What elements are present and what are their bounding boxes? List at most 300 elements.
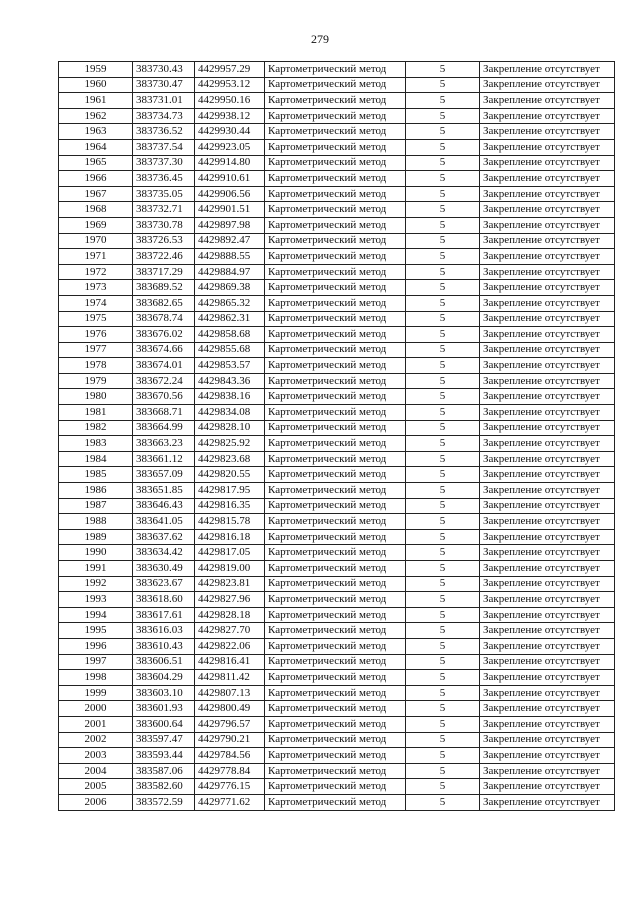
marking-cell: Закрепление отсутствует [480, 623, 615, 639]
method-cell: Картометрический метод [265, 498, 406, 514]
table-row [59, 295, 615, 311]
method-cell: Картометрический метод [265, 436, 406, 452]
marking-cell: Закрепление отсутствует [480, 171, 615, 187]
table-row [59, 529, 615, 545]
method-cell: Картометрический метод [265, 327, 406, 343]
x-coordinate-cell: 383730.78 [133, 217, 195, 233]
accuracy-cell: 5 [406, 467, 480, 483]
accuracy-cell: 5 [406, 748, 480, 764]
accuracy-cell: 5 [406, 93, 480, 109]
accuracy-cell: 5 [406, 124, 480, 140]
accuracy-cell: 5 [406, 654, 480, 670]
table-row [59, 202, 615, 218]
accuracy-cell: 5 [406, 405, 480, 421]
x-coordinate-cell: 383623.67 [133, 576, 195, 592]
method-cell: Картометрический метод [265, 155, 406, 171]
accuracy-cell: 5 [406, 607, 480, 623]
table-row [59, 342, 615, 358]
y-coordinate-cell: 4429843.36 [195, 373, 265, 389]
point-number-cell: 2003 [59, 748, 133, 764]
point-number-cell: 2006 [59, 794, 133, 810]
x-coordinate-cell: 383587.06 [133, 763, 195, 779]
method-cell: Картометрический метод [265, 732, 406, 748]
y-coordinate-cell: 4429869.38 [195, 280, 265, 296]
point-number-cell: 1986 [59, 483, 133, 499]
x-coordinate-cell: 383664.99 [133, 420, 195, 436]
accuracy-cell: 5 [406, 451, 480, 467]
y-coordinate-cell: 4429950.16 [195, 93, 265, 109]
point-number-cell: 1977 [59, 342, 133, 358]
x-coordinate-cell: 383663.23 [133, 436, 195, 452]
marking-cell: Закрепление отсутствует [480, 748, 615, 764]
marking-cell: Закрепление отсутствует [480, 202, 615, 218]
method-cell: Картометрический метод [265, 139, 406, 155]
marking-cell: Закрепление отсутствует [480, 576, 615, 592]
y-coordinate-cell: 4429822.06 [195, 638, 265, 654]
marking-cell: Закрепление отсутствует [480, 420, 615, 436]
y-coordinate-cell: 4429957.29 [195, 62, 265, 78]
accuracy-cell: 5 [406, 436, 480, 452]
y-coordinate-cell: 4429901.51 [195, 202, 265, 218]
x-coordinate-cell: 383682.65 [133, 295, 195, 311]
point-number-cell: 1993 [59, 592, 133, 608]
y-coordinate-cell: 4429827.70 [195, 623, 265, 639]
method-cell: Картометрический метод [265, 249, 406, 265]
point-number-cell: 1971 [59, 249, 133, 265]
method-cell: Картометрический метод [265, 108, 406, 124]
accuracy-cell: 5 [406, 295, 480, 311]
method-cell: Картометрический метод [265, 217, 406, 233]
marking-cell: Закрепление отсутствует [480, 779, 615, 795]
y-coordinate-cell: 4429853.57 [195, 358, 265, 374]
marking-cell: Закрепление отсутствует [480, 638, 615, 654]
accuracy-cell: 5 [406, 545, 480, 561]
point-number-cell: 1963 [59, 124, 133, 140]
marking-cell: Закрепление отсутствует [480, 498, 615, 514]
y-coordinate-cell: 4429820.55 [195, 467, 265, 483]
point-number-cell: 1987 [59, 498, 133, 514]
table-row [59, 638, 615, 654]
method-cell: Картометрический метод [265, 202, 406, 218]
point-number-cell: 1976 [59, 327, 133, 343]
marking-cell: Закрепление отсутствует [480, 670, 615, 686]
point-number-cell: 1999 [59, 685, 133, 701]
y-coordinate-cell: 4429838.16 [195, 389, 265, 405]
method-cell: Картометрический метод [265, 545, 406, 561]
y-coordinate-cell: 4429855.68 [195, 342, 265, 358]
y-coordinate-cell: 4429816.18 [195, 529, 265, 545]
method-cell: Картометрический метод [265, 654, 406, 670]
y-coordinate-cell: 4429778.84 [195, 763, 265, 779]
x-coordinate-cell: 383582.60 [133, 779, 195, 795]
method-cell: Картометрический метод [265, 124, 406, 140]
marking-cell: Закрепление отсутствует [480, 592, 615, 608]
point-number-cell: 1978 [59, 358, 133, 374]
marking-cell: Закрепление отсутствует [480, 545, 615, 561]
method-cell: Картометрический метод [265, 62, 406, 78]
y-coordinate-cell: 4429817.05 [195, 545, 265, 561]
accuracy-cell: 5 [406, 638, 480, 654]
marking-cell: Закрепление отсутствует [480, 685, 615, 701]
point-number-cell: 1981 [59, 405, 133, 421]
table-row [59, 155, 615, 171]
method-cell: Картометрический метод [265, 342, 406, 358]
point-number-cell: 1991 [59, 561, 133, 577]
y-coordinate-cell: 4429811.42 [195, 670, 265, 686]
point-number-cell: 1961 [59, 93, 133, 109]
marking-cell: Закрепление отсутствует [480, 514, 615, 530]
accuracy-cell: 5 [406, 155, 480, 171]
method-cell: Картометрический метод [265, 451, 406, 467]
accuracy-cell: 5 [406, 794, 480, 810]
table-row [59, 576, 615, 592]
method-cell: Картометрический метод [265, 763, 406, 779]
method-cell: Картометрический метод [265, 420, 406, 436]
method-cell: Картометрический метод [265, 561, 406, 577]
table-row [59, 93, 615, 109]
accuracy-cell: 5 [406, 701, 480, 717]
method-cell: Картометрический метод [265, 514, 406, 530]
marking-cell: Закрепление отсутствует [480, 716, 615, 732]
method-cell: Картометрический метод [265, 623, 406, 639]
point-number-cell: 1974 [59, 295, 133, 311]
table-row [59, 592, 615, 608]
method-cell: Картометрический метод [265, 280, 406, 296]
table-row [59, 249, 615, 265]
table-row [59, 186, 615, 202]
x-coordinate-cell: 383676.02 [133, 327, 195, 343]
method-cell: Картометрический метод [265, 405, 406, 421]
y-coordinate-cell: 4429819.00 [195, 561, 265, 577]
marking-cell: Закрепление отсутствует [480, 654, 615, 670]
table-row [59, 779, 615, 795]
point-number-cell: 1979 [59, 373, 133, 389]
table-row [59, 623, 615, 639]
marking-cell: Закрепление отсутствует [480, 732, 615, 748]
method-cell: Картометрический метод [265, 685, 406, 701]
y-coordinate-cell: 4429823.81 [195, 576, 265, 592]
table-row [59, 327, 615, 343]
x-coordinate-cell: 383672.24 [133, 373, 195, 389]
x-coordinate-cell: 383736.52 [133, 124, 195, 140]
marking-cell: Закрепление отсутствует [480, 295, 615, 311]
table-row [59, 311, 615, 327]
x-coordinate-cell: 383735.05 [133, 186, 195, 202]
x-coordinate-cell: 383604.29 [133, 670, 195, 686]
point-number-cell: 1984 [59, 451, 133, 467]
method-cell: Картометрический метод [265, 701, 406, 717]
x-coordinate-cell: 383641.05 [133, 514, 195, 530]
marking-cell: Закрепление отсутствует [480, 217, 615, 233]
x-coordinate-cell: 383651.85 [133, 483, 195, 499]
method-cell: Картометрический метод [265, 716, 406, 732]
x-coordinate-cell: 383600.64 [133, 716, 195, 732]
y-coordinate-cell: 4429828.10 [195, 420, 265, 436]
x-coordinate-cell: 383737.30 [133, 155, 195, 171]
table-row [59, 77, 615, 93]
marking-cell: Закрепление отсутствует [480, 155, 615, 171]
point-number-cell: 2005 [59, 779, 133, 795]
y-coordinate-cell: 4429884.97 [195, 264, 265, 280]
method-cell: Картометрический метод [265, 794, 406, 810]
method-cell: Картометрический метод [265, 295, 406, 311]
method-cell: Картометрический метод [265, 638, 406, 654]
table-row [59, 467, 615, 483]
accuracy-cell: 5 [406, 264, 480, 280]
table-row [59, 436, 615, 452]
y-coordinate-cell: 4429930.44 [195, 124, 265, 140]
method-cell: Картометрический метод [265, 779, 406, 795]
table-row [59, 233, 615, 249]
y-coordinate-cell: 4429800.49 [195, 701, 265, 717]
table-row [59, 139, 615, 155]
coordinates-table [58, 61, 615, 811]
accuracy-cell: 5 [406, 498, 480, 514]
accuracy-cell: 5 [406, 592, 480, 608]
x-coordinate-cell: 383670.56 [133, 389, 195, 405]
x-coordinate-cell: 383674.01 [133, 358, 195, 374]
y-coordinate-cell: 4429828.18 [195, 607, 265, 623]
x-coordinate-cell: 383634.42 [133, 545, 195, 561]
point-number-cell: 1988 [59, 514, 133, 530]
table-row [59, 763, 615, 779]
point-number-cell: 1994 [59, 607, 133, 623]
x-coordinate-cell: 383726.53 [133, 233, 195, 249]
x-coordinate-cell: 383737.54 [133, 139, 195, 155]
marking-cell: Закрепление отсутствует [480, 607, 615, 623]
x-coordinate-cell: 383617.61 [133, 607, 195, 623]
method-cell: Картометрический метод [265, 607, 406, 623]
marking-cell: Закрепление отсутствует [480, 405, 615, 421]
point-number-cell: 1965 [59, 155, 133, 171]
point-number-cell: 1969 [59, 217, 133, 233]
method-cell: Картометрический метод [265, 389, 406, 405]
x-coordinate-cell: 383732.71 [133, 202, 195, 218]
method-cell: Картометрический метод [265, 576, 406, 592]
point-number-cell: 1982 [59, 420, 133, 436]
y-coordinate-cell: 4429823.68 [195, 451, 265, 467]
table-row [59, 514, 615, 530]
x-coordinate-cell: 383657.09 [133, 467, 195, 483]
x-coordinate-cell: 383593.44 [133, 748, 195, 764]
y-coordinate-cell: 4429906.56 [195, 186, 265, 202]
y-coordinate-cell: 4429897.98 [195, 217, 265, 233]
table-row [59, 701, 615, 717]
y-coordinate-cell: 4429888.55 [195, 249, 265, 265]
method-cell: Картометрический метод [265, 264, 406, 280]
table-row [59, 685, 615, 701]
marking-cell: Закрепление отсутствует [480, 794, 615, 810]
marking-cell: Закрепление отсутствует [480, 389, 615, 405]
point-number-cell: 1980 [59, 389, 133, 405]
table-row [59, 217, 615, 233]
marking-cell: Закрепление отсутствует [480, 311, 615, 327]
y-coordinate-cell: 4429858.68 [195, 327, 265, 343]
point-number-cell: 2000 [59, 701, 133, 717]
method-cell: Картометрический метод [265, 171, 406, 187]
marking-cell: Закрепление отсутствует [480, 233, 615, 249]
accuracy-cell: 5 [406, 716, 480, 732]
point-number-cell: 1989 [59, 529, 133, 545]
accuracy-cell: 5 [406, 327, 480, 343]
y-coordinate-cell: 4429953.12 [195, 77, 265, 93]
table-row [59, 670, 615, 686]
point-number-cell: 1990 [59, 545, 133, 561]
x-coordinate-cell: 383601.93 [133, 701, 195, 717]
table-row [59, 794, 615, 810]
accuracy-cell: 5 [406, 171, 480, 187]
point-number-cell: 1966 [59, 171, 133, 187]
x-coordinate-cell: 383730.47 [133, 77, 195, 93]
marking-cell: Закрепление отсутствует [480, 280, 615, 296]
point-number-cell: 1995 [59, 623, 133, 639]
marking-cell: Закрепление отсутствует [480, 139, 615, 155]
method-cell: Картометрический метод [265, 670, 406, 686]
table-row [59, 62, 615, 78]
method-cell: Картометрический метод [265, 358, 406, 374]
y-coordinate-cell: 4429815.78 [195, 514, 265, 530]
coordinates-table-body [59, 62, 615, 811]
point-number-cell: 1964 [59, 139, 133, 155]
x-coordinate-cell: 383661.12 [133, 451, 195, 467]
table-row [59, 451, 615, 467]
x-coordinate-cell: 383610.43 [133, 638, 195, 654]
table-row [59, 654, 615, 670]
accuracy-cell: 5 [406, 280, 480, 296]
y-coordinate-cell: 4429825.92 [195, 436, 265, 452]
accuracy-cell: 5 [406, 483, 480, 499]
point-number-cell: 1959 [59, 62, 133, 78]
y-coordinate-cell: 4429865.32 [195, 295, 265, 311]
table-row [59, 732, 615, 748]
y-coordinate-cell: 4429910.61 [195, 171, 265, 187]
x-coordinate-cell: 383736.45 [133, 171, 195, 187]
accuracy-cell: 5 [406, 779, 480, 795]
method-cell: Картометрический метод [265, 748, 406, 764]
accuracy-cell: 5 [406, 389, 480, 405]
x-coordinate-cell: 383618.60 [133, 592, 195, 608]
marking-cell: Закрепление отсутствует [480, 249, 615, 265]
y-coordinate-cell: 4429816.35 [195, 498, 265, 514]
marking-cell: Закрепление отсутствует [480, 483, 615, 499]
method-cell: Картометрический метод [265, 93, 406, 109]
accuracy-cell: 5 [406, 529, 480, 545]
marking-cell: Закрепление отсутствует [480, 342, 615, 358]
table-row [59, 108, 615, 124]
point-number-cell: 2004 [59, 763, 133, 779]
table-row [59, 498, 615, 514]
marking-cell: Закрепление отсутствует [480, 529, 615, 545]
accuracy-cell: 5 [406, 202, 480, 218]
y-coordinate-cell: 4429862.31 [195, 311, 265, 327]
point-number-cell: 1996 [59, 638, 133, 654]
accuracy-cell: 5 [406, 186, 480, 202]
point-number-cell: 1960 [59, 77, 133, 93]
x-coordinate-cell: 383678.74 [133, 311, 195, 327]
accuracy-cell: 5 [406, 249, 480, 265]
accuracy-cell: 5 [406, 514, 480, 530]
point-number-cell: 2002 [59, 732, 133, 748]
table-row [59, 483, 615, 499]
table-row [59, 748, 615, 764]
point-number-cell: 1968 [59, 202, 133, 218]
x-coordinate-cell: 383689.52 [133, 280, 195, 296]
accuracy-cell: 5 [406, 732, 480, 748]
method-cell: Картометрический метод [265, 373, 406, 389]
table-row [59, 561, 615, 577]
table-row [59, 280, 615, 296]
marking-cell: Закрепление отсутствует [480, 358, 615, 374]
method-cell: Картометрический метод [265, 311, 406, 327]
point-number-cell: 1992 [59, 576, 133, 592]
marking-cell: Закрепление отсутствует [480, 327, 615, 343]
y-coordinate-cell: 4429796.57 [195, 716, 265, 732]
table-row [59, 389, 615, 405]
x-coordinate-cell: 383722.46 [133, 249, 195, 265]
method-cell: Картометрический метод [265, 186, 406, 202]
accuracy-cell: 5 [406, 139, 480, 155]
accuracy-cell: 5 [406, 358, 480, 374]
marking-cell: Закрепление отсутствует [480, 62, 615, 78]
point-number-cell: 1973 [59, 280, 133, 296]
table-row [59, 405, 615, 421]
y-coordinate-cell: 4429771.62 [195, 794, 265, 810]
y-coordinate-cell: 4429817.95 [195, 483, 265, 499]
method-cell: Картометрический метод [265, 483, 406, 499]
method-cell: Картометрический метод [265, 77, 406, 93]
x-coordinate-cell: 383597.47 [133, 732, 195, 748]
y-coordinate-cell: 4429784.56 [195, 748, 265, 764]
x-coordinate-cell: 383717.29 [133, 264, 195, 280]
method-cell: Картометрический метод [265, 592, 406, 608]
table-row [59, 545, 615, 561]
accuracy-cell: 5 [406, 62, 480, 78]
y-coordinate-cell: 4429776.15 [195, 779, 265, 795]
point-number-cell: 1998 [59, 670, 133, 686]
table-row [59, 124, 615, 140]
x-coordinate-cell: 383606.51 [133, 654, 195, 670]
y-coordinate-cell: 4429807.13 [195, 685, 265, 701]
table-row [59, 373, 615, 389]
accuracy-cell: 5 [406, 670, 480, 686]
marking-cell: Закрепление отсутствует [480, 436, 615, 452]
point-number-cell: 1970 [59, 233, 133, 249]
marking-cell: Закрепление отсутствует [480, 451, 615, 467]
x-coordinate-cell: 383603.10 [133, 685, 195, 701]
y-coordinate-cell: 4429938.12 [195, 108, 265, 124]
marking-cell: Закрепление отсутствует [480, 373, 615, 389]
marking-cell: Закрепление отсутствует [480, 186, 615, 202]
accuracy-cell: 5 [406, 763, 480, 779]
point-number-cell: 1967 [59, 186, 133, 202]
accuracy-cell: 5 [406, 561, 480, 577]
y-coordinate-cell: 4429923.05 [195, 139, 265, 155]
point-number-cell: 1972 [59, 264, 133, 280]
method-cell: Картометрический метод [265, 529, 406, 545]
y-coordinate-cell: 4429790.21 [195, 732, 265, 748]
marking-cell: Закрепление отсутствует [480, 124, 615, 140]
point-number-cell: 1962 [59, 108, 133, 124]
marking-cell: Закрепление отсутствует [480, 467, 615, 483]
marking-cell: Закрепление отсутствует [480, 108, 615, 124]
point-number-cell: 1985 [59, 467, 133, 483]
x-coordinate-cell: 383572.59 [133, 794, 195, 810]
y-coordinate-cell: 4429816.41 [195, 654, 265, 670]
accuracy-cell: 5 [406, 217, 480, 233]
x-coordinate-cell: 383646.43 [133, 498, 195, 514]
point-number-cell: 2001 [59, 716, 133, 732]
accuracy-cell: 5 [406, 108, 480, 124]
